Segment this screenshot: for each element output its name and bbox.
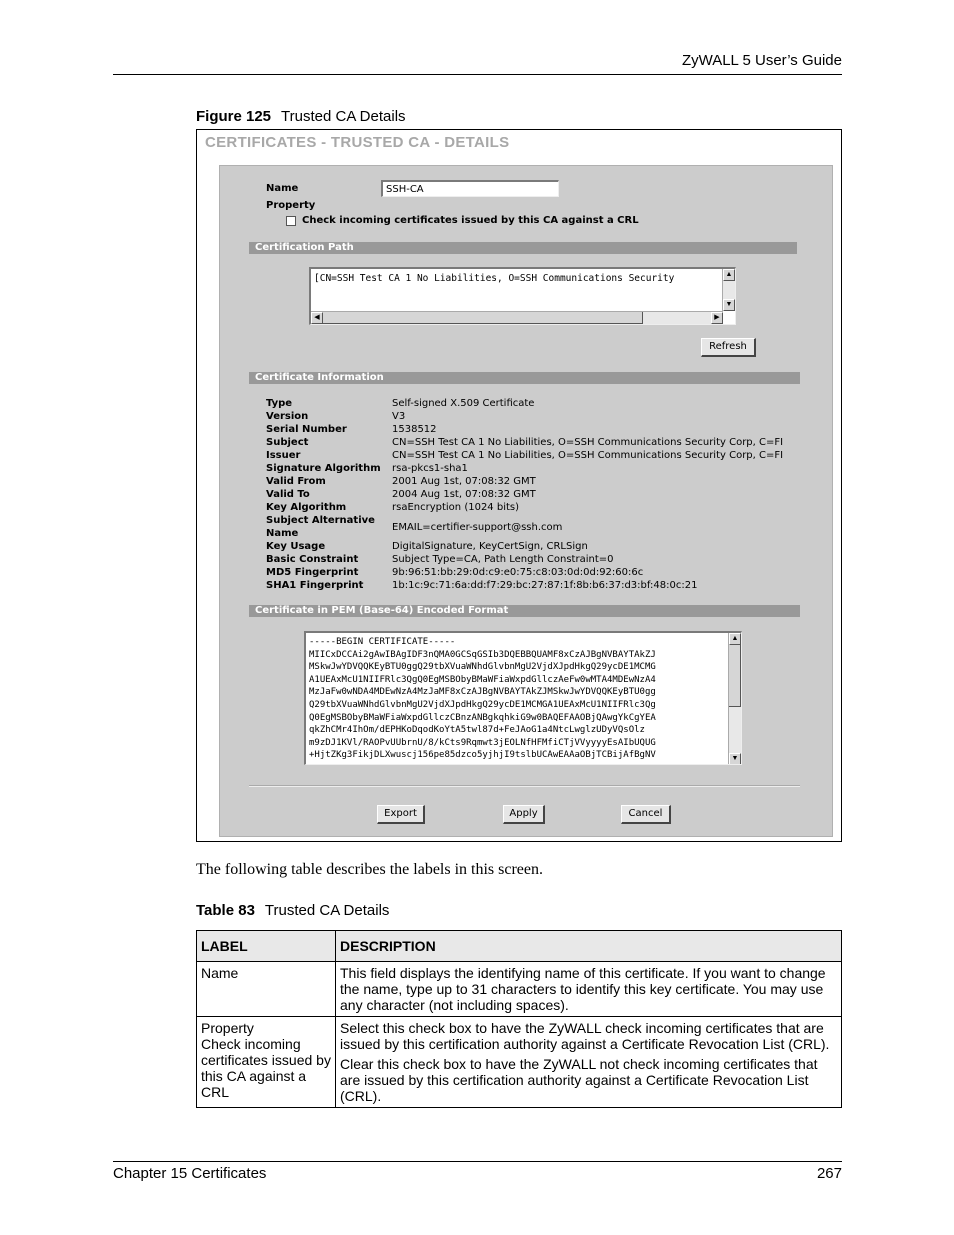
name-label: Name — [266, 183, 299, 194]
refresh-button[interactable]: Refresh — [701, 338, 756, 357]
info-value-basic: Subject Type=CA, Path Length Constraint=0 — [392, 554, 614, 565]
info-label-validto: Valid To — [266, 489, 310, 500]
row-description — [336, 1017, 842, 1108]
info-label-sigalg: Signature Algorithm — [266, 463, 381, 474]
cert-path-textarea[interactable] — [309, 267, 736, 325]
description-paragraph: Clear this check box to have the ZyWALL not check incoming certificates that are issued by this certification authority against a Certificate Revocation List (CRL). — [340, 1056, 818, 1104]
pem-line: -----BEGIN CERTIFICATE----- — [309, 637, 456, 647]
info-value-subjalt: EMAIL=certifier-support@ssh.com — [392, 522, 563, 533]
info-value-version: V3 — [392, 411, 406, 422]
table-row — [197, 1017, 842, 1108]
divider — [249, 785, 800, 787]
info-label-keyalg: Key Algorithm — [266, 502, 347, 513]
pem-line: MSkwJwYDVQQKEyBTU0ggQ29tbXVuaWNhdGlvbnMgU2VjdXJpdHkgQ29ycDE1MCMG — [309, 662, 656, 673]
check-crl-checkbox[interactable] — [286, 216, 296, 226]
description-paragraph: This field displays the identifying name of this certificate. If you want to change the name, type up to 31 characters to identify this key certificate. You may use any character (not including spaces). — [340, 965, 826, 1013]
row-description — [336, 962, 842, 1017]
scroll-left-icon[interactable]: ◀ — [311, 312, 323, 324]
info-value-sigalg: rsa-pkcs1-sha1 — [392, 463, 468, 474]
info-value-subject: CN=SSH Test CA 1 No Liabilities, O=SSH Communications Security Corp, C=FI — [392, 437, 784, 448]
screen-title: CERTIFICATES - TRUSTED CA - DETAILS — [205, 134, 510, 151]
page-number: 267 — [816, 1165, 842, 1182]
labels-table — [196, 930, 842, 1108]
cert-path-section: Certification Path — [249, 242, 797, 254]
pem-line: Q0EgMSBObyBMaWFiaWxpdGllczCBnzANBgkqhkiG9w0BAQEFAAOBjQAwgYkCgYEA — [309, 712, 656, 723]
pem-line: A1UEAxMcU1NIIFRlc3QgQ0EgMSBObyBMaWFiaWxpdGllczAeFw0wMTA4MDEwNzA4 — [309, 674, 656, 685]
page-header — [113, 52, 842, 75]
info-value-serial: 1538512 — [392, 424, 437, 435]
info-label-version: Version — [266, 411, 309, 422]
pem-line: +HjtZKg3FikjDLXwuscj156pe85dzco5yjhjI9tslbUCAwEAAaOBjTCBijAfBgNV — [309, 750, 656, 761]
table-title: Trusted CA Details — [264, 902, 390, 919]
apply-button[interactable]: Apply — [503, 805, 545, 824]
pem-line: MIICxDCCAi2gAwIBAgIDF3nQMA0GCSqGSIb3DQEBBQUAMF8xCzAJBgNVBAYTAkZJ — [309, 649, 656, 660]
export-button[interactable]: Export — [377, 805, 425, 824]
property-label: Property — [266, 200, 316, 211]
info-value-sha1: 1b:1c:9c:71:6a:dd:f7:29:bc:27:87:1f:8b:b6:37:d3:bf:48:0c:21 — [392, 580, 698, 591]
info-label-subjalt-1: Subject Alternative — [266, 515, 375, 526]
cert-path-hscroll[interactable] — [311, 311, 723, 324]
scroll-right-icon[interactable]: ▶ — [711, 312, 723, 324]
info-label-sha1: SHA1 Fingerprint — [266, 580, 364, 591]
pem-line: m9zDJ1KVl/RAOPvUUbrnU/8/kCts9Rqmwt3jEOLNfHFMfiCTjVVyyyyEsAIbUQUG — [309, 737, 656, 748]
info-label-subject: Subject — [266, 437, 309, 448]
check-crl-label: Check incoming certificates issued by this CA against a CRL — [302, 215, 639, 226]
info-label-type: Type — [266, 398, 293, 409]
pem-textarea[interactable] — [304, 631, 742, 765]
info-label-serial: Serial Number — [266, 424, 347, 435]
pem-line: MzJaFw0wNDA4MDEwNzA4MzJaMF8xCzAJBgNVBAYTAkZJMSkwJwYDVQQKEyBTU0gg — [309, 687, 656, 698]
cert-path-value: [CN=SSH Test CA 1 No Liabilities, O=SSH Communications Security — [314, 273, 675, 284]
table-label: Table 83 — [196, 902, 255, 919]
figure-caption — [196, 108, 406, 125]
info-label-keyusage: Key Usage — [266, 541, 326, 552]
info-value-keyalg: rsaEncryption (1024 bits) — [392, 502, 520, 513]
info-label-issuer: Issuer — [266, 450, 301, 461]
scroll-thumb[interactable] — [729, 645, 741, 707]
name-value: SSH-CA — [386, 184, 424, 195]
scroll-up-icon[interactable]: ▲ — [723, 269, 735, 281]
info-label-subjalt-2: Name — [266, 528, 299, 539]
screenshot-frame — [196, 129, 842, 842]
name-input[interactable] — [381, 180, 559, 197]
cert-info-section: Certificate Information — [249, 372, 800, 384]
page-footer — [113, 1161, 842, 1182]
scroll-down-icon[interactable]: ▼ — [729, 753, 741, 765]
figure-title: Trusted CA Details — [281, 108, 406, 125]
chapter-title: Chapter 15 Certificates — [113, 1165, 267, 1182]
info-label-md5: MD5 Fingerprint — [266, 567, 359, 578]
info-value-keyusage: DigitalSignature, KeyCertSign, CRLSign — [392, 541, 588, 552]
col-label: LABEL — [197, 931, 336, 962]
col-description: DESCRIPTION — [336, 931, 842, 962]
body-text: The following table describes the labels in this screen. — [196, 861, 544, 878]
cancel-button[interactable]: Cancel — [621, 805, 671, 824]
info-label-validfrom: Valid From — [266, 476, 326, 487]
figure-label: Figure 125 — [196, 108, 272, 125]
info-value-validto: 2004 Aug 1st, 07:08:32 GMT — [392, 489, 536, 500]
table-header-row — [197, 931, 842, 962]
pem-line: qkZhCMr4IhOm/dEPHKoDqodKoYtA5twl87d+FeJAoG1a4NtcLwglzUDyVQsOlz — [309, 725, 645, 736]
pem-content — [309, 636, 727, 762]
table-row — [197, 962, 842, 1017]
info-value-validfrom: 2001 Aug 1st, 07:08:32 GMT — [392, 476, 536, 487]
info-value-type: Self-signed X.509 Certificate — [392, 398, 535, 409]
row-label: Name — [197, 962, 336, 1017]
pem-vscroll[interactable] — [728, 633, 741, 765]
scroll-down-icon[interactable]: ▼ — [723, 299, 735, 311]
info-value-issuer: CN=SSH Test CA 1 No Liabilities, O=SSH Communications Security Corp, C=FI — [392, 450, 784, 461]
description-paragraph: Select this check box to have the ZyWALL check incoming certificates that are issued by this certification authority against a Certificate Revocation List (CRL). — [340, 1020, 830, 1052]
table-caption — [196, 902, 389, 919]
row-label: Property Check incoming certificates issued by this CA against a CRL — [197, 1017, 336, 1108]
guide-title: ZyWALL 5 User’s Guide — [681, 52, 842, 69]
details-panel — [219, 165, 833, 837]
scroll-thumb[interactable] — [323, 312, 643, 324]
cert-path-vscroll[interactable] — [722, 269, 735, 311]
info-label-basic: Basic Constraint — [266, 554, 359, 565]
info-value-md5: 9b:96:51:bb:29:0d:c9:e0:75:c8:03:0d:0d:92:60:6c — [392, 567, 644, 578]
pem-section: Certificate in PEM (Base-64) Encoded Format — [249, 605, 800, 617]
scroll-up-icon[interactable]: ▲ — [729, 633, 741, 645]
pem-line: Q29tbXVuaWNhdGlvbnMgU2VjdXJpdHkgQ29ycDE1MCMGA1UEAxMcU1NIIFRlc3Qg — [309, 699, 656, 710]
